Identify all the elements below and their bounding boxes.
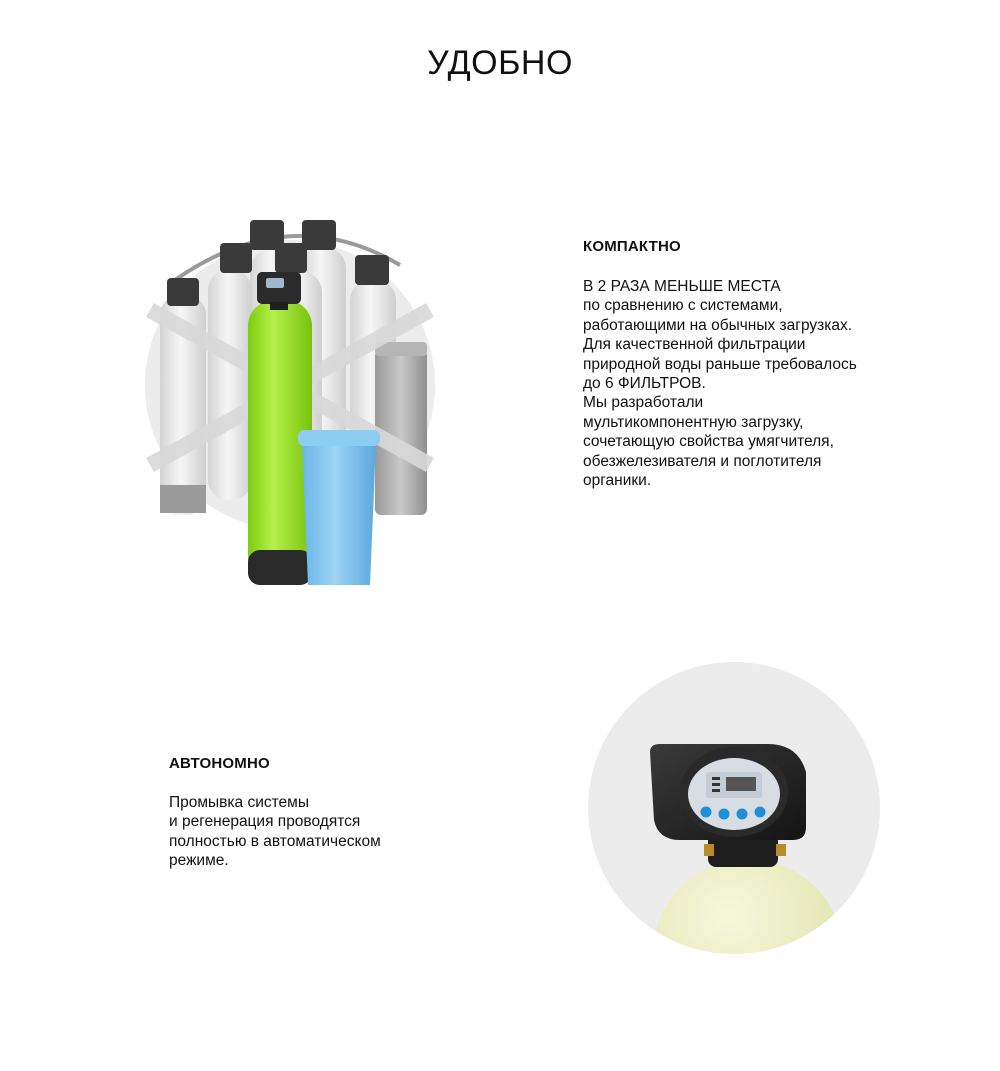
compact-line: органики.	[583, 472, 652, 490]
compact-description	[583, 277, 857, 490]
autonomous-line: полностью в автоматическом	[169, 832, 381, 850]
compact-heading: КОМПАКТНО	[583, 238, 681, 255]
control-valve-icon	[588, 662, 880, 954]
compact-line: сочетающую свойства умягчителя,	[583, 433, 834, 451]
autonomous-description	[169, 793, 381, 871]
compact-line: по сравнению с системами,	[583, 297, 783, 315]
autonomous-line: режиме.	[169, 852, 229, 870]
compact-line: В 2 РАЗА МЕНЬШЕ МЕСТА	[583, 278, 781, 295]
compact-line: мультикомпонентную загрузку,	[583, 413, 804, 431]
compact-line: Мы разработали	[583, 394, 704, 412]
page-title: УДОБНО	[427, 44, 573, 82]
water-filter-systems-icon	[130, 210, 450, 600]
compact-line: обезжелезивателя и поглотителя	[583, 452, 822, 470]
compact-line: Для качественной фильтрации	[583, 336, 806, 354]
autonomous-heading: АВТОНОМНО	[169, 755, 270, 772]
compact-line: работающими на обычных загрузках.	[583, 316, 853, 334]
compact-line: до 6 ФИЛЬТРОВ.	[583, 375, 706, 393]
autonomous-line: Промывка системы	[169, 794, 309, 811]
compact-line: природной воды раньше требовалось	[583, 355, 857, 373]
autonomous-line: и регенерация проводятся	[169, 813, 361, 831]
